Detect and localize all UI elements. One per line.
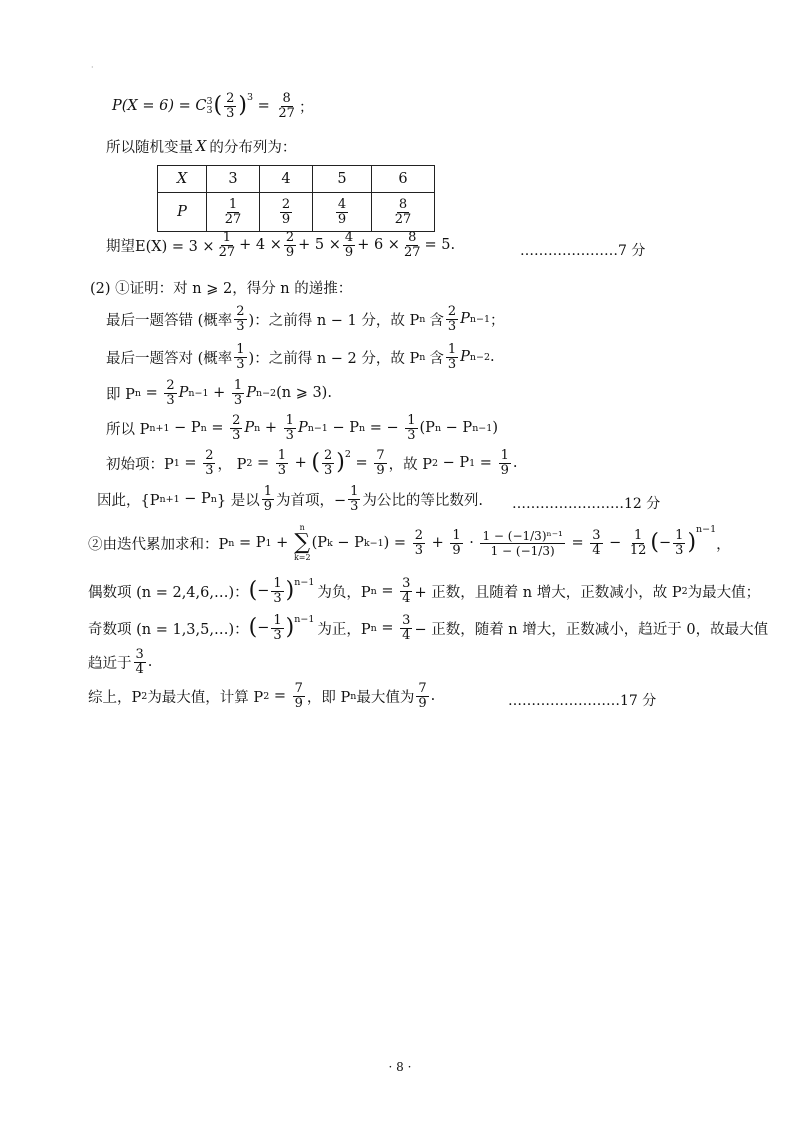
recurrence [106,379,332,407]
formula-p-x6 [112,92,313,120]
text: − P [332,535,364,551]
sub: 1 [265,537,272,549]
paren: ( [248,578,258,604]
sub: n [358,422,366,434]
num: 3 [402,576,411,591]
paren: ( [213,93,223,119]
fraction [262,485,274,513]
text: + 5 × [298,237,341,254]
text: . [147,654,153,671]
difference [106,414,498,442]
text: ，即 P [306,689,351,706]
paren: ( [650,530,660,555]
den: 27 [394,211,412,227]
score-17: ……………………17 分 [508,693,657,709]
num: 1 [447,342,457,357]
den: 27 [278,105,295,121]
text: 即 P [106,386,135,403]
num: 7 [376,448,385,463]
even-terms [88,577,760,605]
table-cell [372,193,435,232]
den: 9 [263,498,272,514]
upper: n [299,523,305,532]
text: − P [327,420,359,437]
text: 的分布列为： [209,140,297,156]
table-row [158,166,435,193]
paren: ) [687,530,697,555]
formula-text: P(X = 6) = C [112,98,207,115]
sub: n [370,622,377,634]
fraction [271,614,283,642]
num: 1 [407,413,416,428]
fraction [446,343,458,371]
eq: = [253,98,275,115]
den: 9 [337,211,347,227]
sub: n [210,493,217,505]
sub: n−1 [472,422,493,434]
page-number: · 8 · [388,1060,412,1074]
den: 3 [205,462,214,478]
num: 1 [263,484,272,499]
num: 1 − (−1/3)ⁿ⁻¹ [482,528,563,543]
den: 27 [403,244,421,260]
fraction [164,379,176,407]
num: 2 [226,91,235,106]
text: ， P [217,456,247,473]
sub: n [134,387,141,399]
fraction [322,449,334,477]
table-cell: X [158,166,207,193]
den: 9 [344,244,354,260]
sup: n−1 [696,524,717,535]
text: + [271,535,293,551]
table-cell: 6 [372,166,435,193]
num: 2 [166,378,175,393]
num: 1 [273,613,282,628]
fraction [280,198,292,226]
fraction [293,682,305,710]
num: 7 [294,681,303,696]
den: 9 [281,211,291,227]
num: 1 [285,413,294,428]
fraction [400,577,412,605]
paren: ) [238,93,247,119]
score-12: ……………………12 分 [512,496,661,512]
text: P [460,349,470,366]
sup: n−1 [294,577,315,588]
wrong-case [106,305,505,333]
text: = − [365,420,404,437]
fraction [343,231,355,259]
text: P [178,385,189,402]
text: 为公比的等比数列. [362,492,484,509]
text: − [604,535,626,551]
num: 2 [236,304,245,319]
sub: n [370,585,377,597]
den: 4 [592,542,601,558]
text: − [257,620,270,637]
sup: 2 [344,449,351,460]
sub: n [419,313,426,325]
sub: 2 [263,690,270,702]
num: 8 [398,196,408,212]
sub: n−1 [469,313,491,325]
paren: ( [311,450,321,476]
den: 3 [236,356,245,372]
den: 9 [452,542,461,558]
var: X [196,138,207,155]
den: 4 [402,627,411,643]
den: 3 [277,462,287,478]
fraction [203,449,215,477]
text: = [475,455,497,472]
den: 9 [294,695,303,711]
sub: n [419,351,426,363]
sigma: ∑ [294,530,311,555]
fraction [446,305,458,333]
fraction [276,92,297,120]
den: 27 [218,244,236,260]
num: 1 [273,576,282,591]
num: 3 [592,527,601,543]
den: 3 [324,462,333,478]
paren: ) [285,615,295,641]
table-cell: 4 [260,166,313,193]
sub: n [200,422,207,434]
num: 1 [228,196,238,212]
text: 综上，P [88,689,142,706]
num: 2 [285,230,295,245]
text: P [460,311,470,328]
fraction [413,529,425,557]
sub: 2 [246,457,253,469]
fraction [217,231,238,259]
den: 9 [285,244,295,260]
distribution-table [157,165,435,232]
num: 3 [402,613,411,628]
text: ②由迭代累加求和：P [88,536,229,553]
sub: 1 [173,457,180,469]
sub: n [350,690,357,702]
text: 期望E(X) = 3 × [106,238,215,255]
expectation-line [106,231,455,259]
text: ； [490,312,505,329]
sub: n−2 [469,351,491,363]
fraction [590,529,602,557]
text: − [257,583,270,600]
text: = [269,688,291,705]
fraction [230,414,242,442]
text: − [659,535,672,551]
fraction [134,648,146,676]
table-cell [313,193,372,232]
text: + [260,420,282,437]
fraction [284,231,296,259]
sub: n [254,422,261,434]
sub: n [434,422,442,434]
text: (P [419,420,435,437]
den: 3 [447,318,457,334]
den: 9 [418,695,427,711]
text: = P [234,535,266,551]
sub: 2 [431,457,439,469]
text: 含 [429,312,444,329]
fraction [374,449,386,477]
pow: 3 [246,92,254,103]
text: + 4 × [239,237,282,254]
sub: 3 [206,105,213,117]
text: 含 [429,350,444,367]
text: = [252,455,274,472]
text: 所以 P [106,421,150,438]
num: 1 [500,448,509,463]
fraction [400,614,412,642]
den: 4 [402,590,411,606]
initial-terms [106,449,517,477]
sub: n−1 [307,422,328,434]
paren: ) [285,578,295,604]
table-cell: P [158,193,207,232]
text: = [141,385,163,402]
num: 8 [282,91,291,106]
text: 为正，P [317,621,371,638]
num: 1 [236,342,245,357]
table-cell [207,193,260,232]
final-conclusion [88,682,435,710]
page-mark: · [91,63,94,72]
text: . [490,349,495,366]
den: 3 [675,542,684,558]
den: 3 [350,498,359,514]
text: 最大值为 [356,689,415,706]
text: = [376,583,399,600]
den: 4 [135,661,144,677]
paren: ( [248,615,258,641]
text: 所以随机变量 [106,140,193,156]
text: (n ⩾ 3). [276,385,332,402]
den: 3 [226,105,235,121]
num: 7 [418,681,427,696]
text: + [426,535,449,551]
fraction [276,449,288,477]
fraction [336,198,348,226]
den: 3 [447,356,457,372]
dist-intro [106,136,296,157]
den: 9 [376,462,385,478]
num: 2 [447,304,457,319]
num: 1 [277,448,287,463]
fraction [224,92,236,120]
text: 为最大值； [687,584,761,601]
text: = [179,455,202,472]
paren: ) [336,450,345,476]
summation [294,524,311,562]
score-7: …………………7 分 [520,243,646,259]
text: 为负，P [317,584,371,601]
part2-intro: (2) ①证明：对 n ⩾ 2，得分 n 的递推： [90,281,353,297]
text: 最后一题答对 (概率 [106,350,233,367]
sub: n+1 [159,493,180,505]
text: )：之前得 n − 1 分，故 P [248,312,420,329]
num: 1 [350,484,359,499]
fraction [628,529,649,557]
text: P [297,420,308,437]
text: 最后一题答错 (概率 [106,312,233,329]
den: 3 [407,427,416,443]
num: 2 [205,448,214,463]
right-case [106,343,495,371]
text: (P [311,535,327,551]
table-cell: 5 [313,166,372,193]
text: = [566,535,589,551]
text: − P [179,491,211,508]
text: ， [716,536,731,553]
text: − P [169,420,201,437]
text: )：之前得 n − 2 分，故 P [248,350,420,367]
fraction [223,198,244,226]
odd-terms-cont [88,648,152,676]
sub: k−1 [363,537,384,549]
den: 3 [273,590,282,606]
den: 9 [500,462,509,478]
den: 1 − (−1/3) [490,543,555,558]
text: . [512,455,518,472]
text: = [206,420,229,437]
text: − P [441,420,473,437]
text: P [244,420,255,437]
text: . [430,688,436,705]
sub: n−1 [188,387,209,399]
num: 1 [675,527,684,543]
fraction [393,198,414,226]
sub: 1 [469,457,476,469]
fraction [348,485,360,513]
num: 2 [281,196,291,212]
sub: n+1 [149,422,170,434]
text: + [208,385,230,402]
fraction [234,305,246,333]
text: + [290,455,312,472]
sub: n−2 [255,387,277,399]
sub: 2 [141,690,148,702]
text: 偶数项 (n = 2,4,6,…)： [88,584,249,601]
den: 3 [166,392,175,408]
text: − P [438,455,470,472]
fraction [271,577,283,605]
text: ，故 P [388,456,432,473]
fraction [499,449,511,477]
text: + 正数，且随着 n 增大，正数减小，故 P [414,584,682,601]
text: P [246,385,256,402]
text: = [350,455,373,472]
fraction [405,414,417,442]
fraction [232,379,244,407]
text: 因此，{P [97,492,160,509]
num: 8 [408,230,417,245]
odd-terms [88,614,768,642]
table-cell [260,193,313,232]
den: 12 [629,542,647,558]
den: 3 [233,392,243,408]
sup: n−1 [294,614,315,625]
text: + 6 × [357,237,400,254]
sup: 3 [206,95,213,107]
den: 3 [285,427,294,443]
num: 1 [634,527,643,543]
text: = 5. [424,237,456,254]
sub: n [228,537,235,549]
text: = [376,620,399,637]
den: 3 [273,627,282,643]
text: 为首项，− [275,492,347,509]
fraction [284,414,296,442]
text: } 是以 [216,492,260,509]
fraction [673,529,685,557]
num: 1 [452,527,461,543]
num: 1 [222,230,231,245]
text: ) = [383,535,411,551]
num: 4 [337,196,347,212]
text: ) [492,420,498,437]
num: 2 [414,527,423,543]
tail: ； [298,99,314,116]
den: 27 [224,211,242,227]
sub: 2 [681,585,688,597]
text: − 正数，随着 n 增大，正数减小，趋近于 0，故最大值 [414,621,769,638]
fraction [480,529,564,558]
lower: k=2 [293,553,311,562]
text: 初始项：P [106,456,174,473]
num: 3 [135,647,144,662]
sum-formula [88,524,731,562]
num: 1 [233,378,243,393]
num: 2 [232,413,241,428]
num: 4 [344,230,354,245]
den: 3 [236,318,245,334]
text: · [464,535,479,551]
fraction [416,682,428,710]
table-cell: 3 [207,166,260,193]
text: 为最大值，计算 P [147,689,264,706]
num: 2 [324,448,333,463]
fraction [234,343,246,371]
text: 奇数项 (n = 1,3,5,…)： [88,621,249,638]
sub: k [327,537,333,549]
geometric-conclusion [97,485,483,513]
fraction [402,231,423,259]
fraction [450,529,462,557]
text: 趋近于 [88,655,132,672]
table-row [158,193,435,232]
den: 3 [232,427,241,443]
den: 3 [414,542,423,558]
